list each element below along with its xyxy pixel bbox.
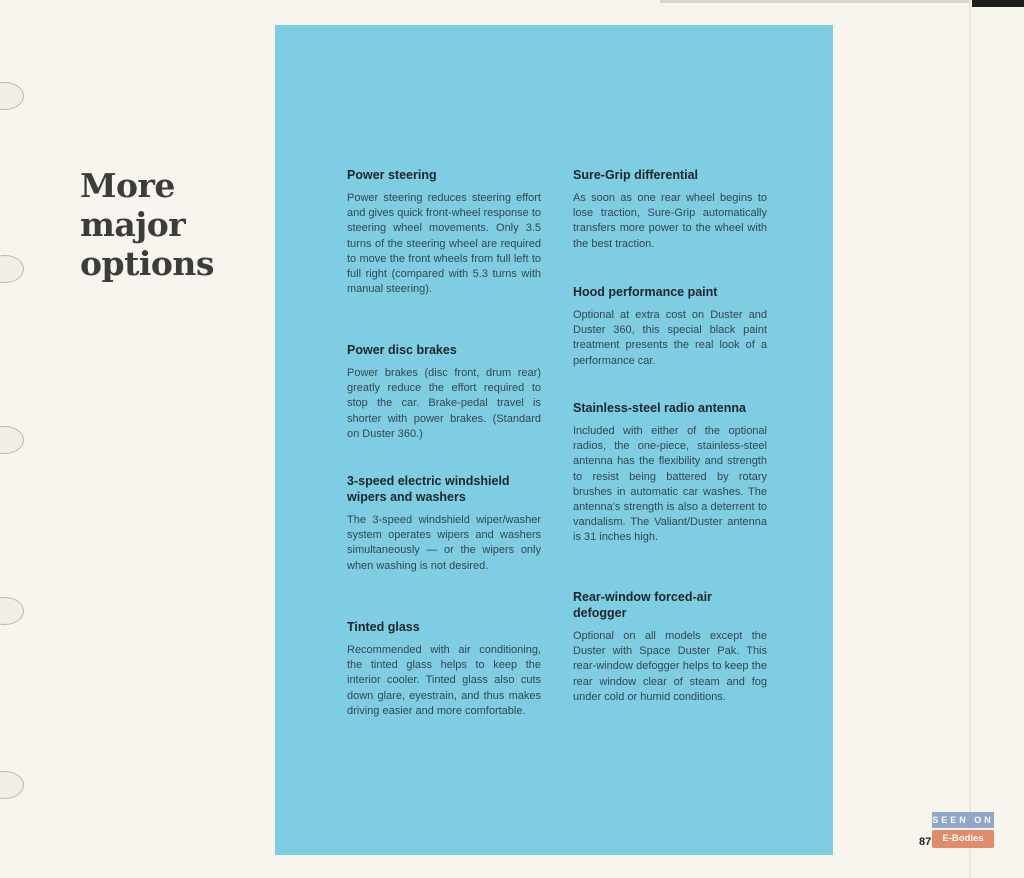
option-section [347, 619, 541, 719]
option-body: Included with either of the optional radios, the one-piece, stainless-steel antenna has the flexibility and strength to resist being battered by rotary brushes in automatic car washes. The antenna's strength is also a deterrent to vandalism. The Valiant/Duster antenna is 31 inches high. [573, 425, 767, 544]
option-heading: Hood performance paint [573, 285, 718, 299]
option-body: As soon as one rear wheel begins to lose traction, Sure-Grip automatically transfers more power to the wheel with the best traction. [573, 192, 767, 250]
option-body: Power brakes (disc front, drum rear) greatly reduce the effort required to stop the car. Brake-pedal travel is shorter with power brakes. (Standard on Duster 360.) [347, 367, 541, 440]
option-heading: Power steering [347, 168, 437, 182]
option-section [347, 473, 541, 574]
option-section [573, 167, 767, 252]
option-section [573, 589, 767, 705]
title-line: major [80, 205, 186, 244]
options-panel [275, 25, 833, 855]
option-body: Optional on all models except the Duster with Space Duster Pak. This rear-window defogger helps to keep the rear window clear of steam and fog under cold or humid conditions. [573, 630, 767, 703]
option-heading: Stainless-steel radio antenna [573, 401, 746, 415]
binder-hole [0, 597, 24, 625]
page-number: 87 [919, 836, 932, 848]
binder-hole [0, 426, 24, 454]
option-section [573, 400, 767, 546]
option-body: Recommended with air conditioning, the tinted glass helps to keep the interior cooler. Tinted glass also cuts down glare, eyestrain, and thus makes driving easier and more comfortable. [347, 644, 541, 717]
watermark-line1: SEEN ON [932, 812, 994, 828]
option-body: Optional at extra cost on Duster and Duster 360, this special black paint treatment presents the real look of a performance car. [573, 309, 767, 367]
binder-hole [0, 771, 24, 799]
option-heading: Tinted glass [347, 620, 420, 634]
option-section [347, 167, 541, 297]
binder-hole [0, 255, 24, 283]
top-page-strip [660, 0, 970, 3]
watermark-logo [932, 812, 994, 850]
page-edge-line [969, 0, 971, 878]
corner-binding-bar [972, 0, 1024, 7]
option-heading: Sure-Grip differential [573, 168, 699, 182]
watermark-line2: E-Bodies [932, 830, 994, 848]
option-section [347, 342, 541, 442]
option-body: Power steering reduces steering effort and gives quick front-wheel response to steering wheel movements. Only 3.5 turns of the steering wheel are required to move the front wheels from full left to full right (compared with 5.3 turns with manual steering). [347, 192, 541, 296]
page-title [80, 166, 214, 283]
binder-hole [0, 82, 24, 110]
option-heading: Rear-window forced-air defogger [573, 590, 712, 620]
title-line: More [80, 166, 175, 205]
option-heading: 3-speed electric windshield wipers and washers [347, 474, 510, 504]
title-line: options [80, 244, 214, 283]
option-section [573, 284, 767, 369]
option-body: The 3-speed windshield wiper/washer system operates wipers and washers simultaneously — or the wipers only when washing is not desired. [347, 514, 541, 572]
option-heading: Power disc brakes [347, 343, 457, 357]
